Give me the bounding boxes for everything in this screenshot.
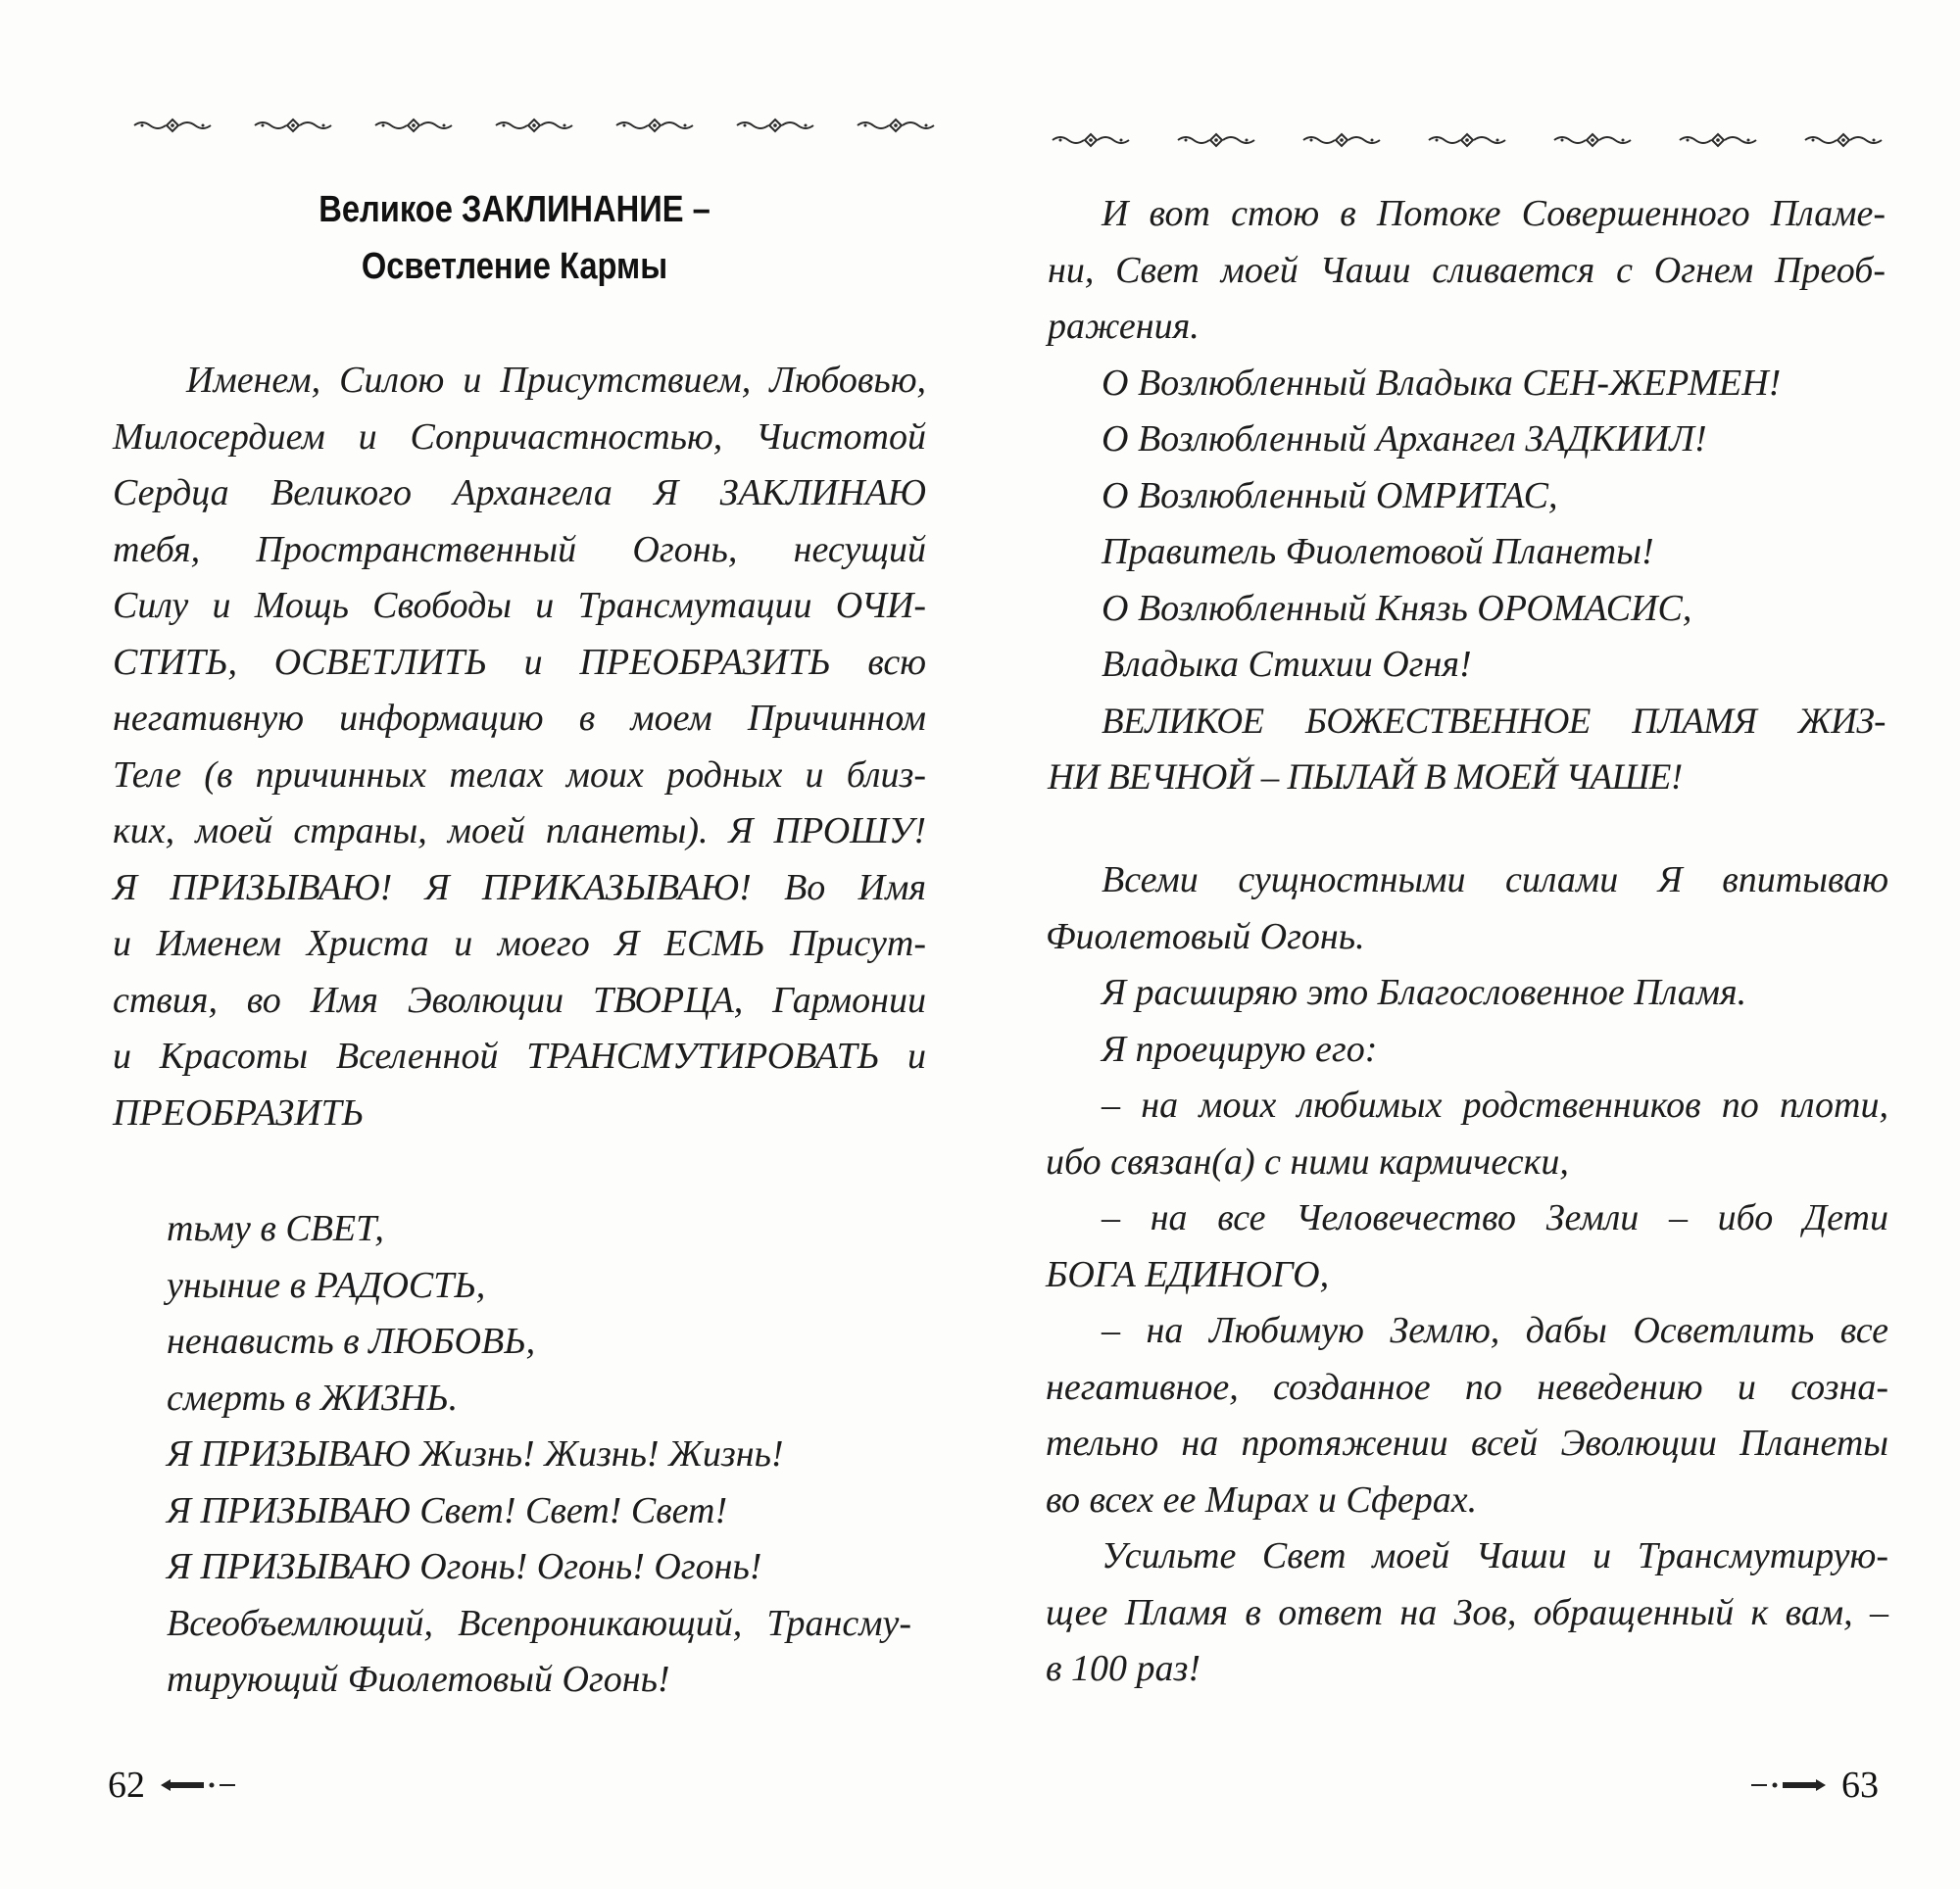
list-line: ненависть в ЛЮБОВЬ, [167, 1321, 536, 1362]
page-number-text: 63 [1841, 1765, 1879, 1806]
ornament-icon [132, 118, 213, 133]
list-line: Я ПРИЗЫВАЮ Свет! Свет! Свет! [167, 1489, 728, 1531]
text-line: Владыка Стихии Огня! [1102, 644, 1472, 685]
header-ornament [132, 118, 936, 133]
text-line: Я ПРИЗЫВАЮ! Я ПРИКАЗЫВАЮ! Во Имя [113, 866, 926, 908]
text-line: СТИТЬ, ОСВЕТЛИТЬ и ПРЕОБРАЗИТЬ всю [113, 641, 926, 683]
text-line: БОГА ЕДИНОГО, [1046, 1253, 1330, 1295]
text-line: и Именем Христа и моего Я ЕСМЬ Присут- [113, 923, 926, 964]
text-line: ибо связан(а) с ними кармически, [1046, 1140, 1569, 1183]
text-line: Милосердием и Сопричастностью, Чистотой [113, 415, 926, 458]
ornament-icon [1301, 132, 1382, 148]
text-line: И вот стою в Потоке Совершенного Пламе- [1102, 193, 1886, 234]
text-line: негативное, созданное по неведению и созна- [1046, 1366, 1888, 1408]
text-line: и Красоты Вселенной ТРАНСМУТИРОВАТЬ и [113, 1036, 926, 1077]
text-line: О Возлюбленный Князь ОРОМАСИС, [1102, 587, 1692, 629]
invocation-closing [1046, 852, 1888, 1698]
text-line: Всеми сущностными силами Я впитываю [1102, 859, 1888, 900]
title-line: Великое ЗАКЛИНАНИЕ – [318, 189, 710, 230]
ornament-icon [1176, 132, 1256, 148]
page-number [108, 1764, 237, 1807]
text-line: во всех ее Мирах и Сферах. [1046, 1478, 1478, 1521]
text-line: О Возлюбленный ОМРИТАС, [1102, 474, 1558, 516]
text-line: Фиолетовый Огонь. [1046, 915, 1365, 957]
text-line: тебя, Пространственный Огонь, несущий [113, 528, 926, 570]
ornament-icon [253, 118, 333, 133]
ornament-icon [1678, 132, 1758, 148]
text-line: ких, моей страны, моей планеты). Я ПРОШУ! [113, 810, 926, 851]
page-title [169, 181, 859, 295]
text-line: Сердца Великого Архангела Я ЗАКЛИНАЮ [113, 472, 926, 513]
text-line: О Возлюбленный Архангел ЗАДКИИЛ! [1102, 418, 1707, 460]
ornament-icon [1051, 132, 1131, 148]
header-ornament [1051, 132, 1884, 148]
text-line: щее Пламя в ответ на Зов, обращенный к вам, – [1046, 1591, 1888, 1633]
list-line: тирующий Фиолетовый Огонь! [167, 1659, 670, 1700]
text-line: в 100 раз! [1046, 1648, 1200, 1689]
text-line: Усильте Свет моей Чаши и Трансмутирую- [1102, 1535, 1888, 1576]
list-line: уныние в РАДОСТЬ, [167, 1264, 486, 1306]
list-line: Я ПРИЗЫВАЮ Огонь! Огонь! Огонь! [167, 1546, 762, 1587]
invocation-list [167, 1201, 951, 1709]
ornament-icon [735, 118, 815, 133]
right-page [980, 0, 1960, 1889]
ornament-icon [373, 118, 454, 133]
ornament-icon [494, 118, 574, 133]
text-line: Силу и Мощь Свободы и Трансмутации ОЧИ- [113, 585, 926, 626]
page-ornament-icon [1749, 1775, 1828, 1795]
invocation-paragraph [113, 353, 926, 1141]
text-line: Я проецирую его: [1102, 1028, 1378, 1070]
page-ornament-icon [159, 1775, 237, 1795]
list-line: тьму в СВЕТ, [167, 1208, 384, 1249]
ornament-icon [1427, 132, 1507, 148]
text-line: ВЕЛИКОЕ БОЖЕСТВЕННОЕ ПЛАМЯ ЖИЗ- [1102, 701, 1886, 742]
page-number [1749, 1764, 1879, 1807]
ornament-icon [1552, 132, 1633, 148]
text-line: Правитель Фиолетовой Планеты! [1102, 531, 1654, 572]
text-line: ствия, во Имя Эволюции ТВОРЦА, Гармонии [113, 979, 926, 1021]
text-line: – на Любимую Землю, дабы Осветлить все [1102, 1310, 1888, 1351]
ornament-icon [856, 118, 936, 133]
text-line: Теле (в причинных телах моих родных и близ- [113, 753, 926, 796]
text-line: ПРЕОБРАЗИТЬ [113, 1091, 365, 1134]
list-line: Всеобъемлющий, Всепроникающий, Трансму- [167, 1602, 911, 1644]
text-line: О Возлюбленный Владыка СЕН-ЖЕРМЕН! [1102, 362, 1782, 404]
page-number-text: 62 [108, 1765, 145, 1806]
list-line: смерть в ЖИЗНЬ. [167, 1377, 459, 1419]
text-line: ни, Свет моей Чаши сливается с Огнем Преоб- [1048, 249, 1886, 291]
invocation-opening [1048, 186, 1886, 806]
text-line: Я расширяю это Благословенное Пламя. [1102, 972, 1747, 1013]
text-line: – на моих любимых родственников по плоти, [1102, 1085, 1888, 1126]
ornament-icon [1803, 132, 1884, 148]
ornament-icon [614, 118, 695, 133]
title-line: Осветление Кармы [361, 246, 668, 287]
text-line: – на все Человечество Земли – ибо Дети [1102, 1197, 1888, 1238]
text-line: Именем, Силою и Присутствием, Любовью, [186, 360, 926, 401]
text-line: тельно на протяжении всей Эволюции Планеты [1046, 1423, 1888, 1464]
text-line: НИ ВЕЧНОЙ – ПЫЛАЙ В МОЕЙ ЧАШЕ! [1048, 757, 1683, 798]
text-line: негативную информацию в моем Причинном [113, 698, 926, 739]
list-line: Я ПРИЗЫВАЮ Жизнь! Жизнь! Жизнь! [167, 1433, 784, 1475]
text-line: ражения. [1048, 306, 1200, 347]
